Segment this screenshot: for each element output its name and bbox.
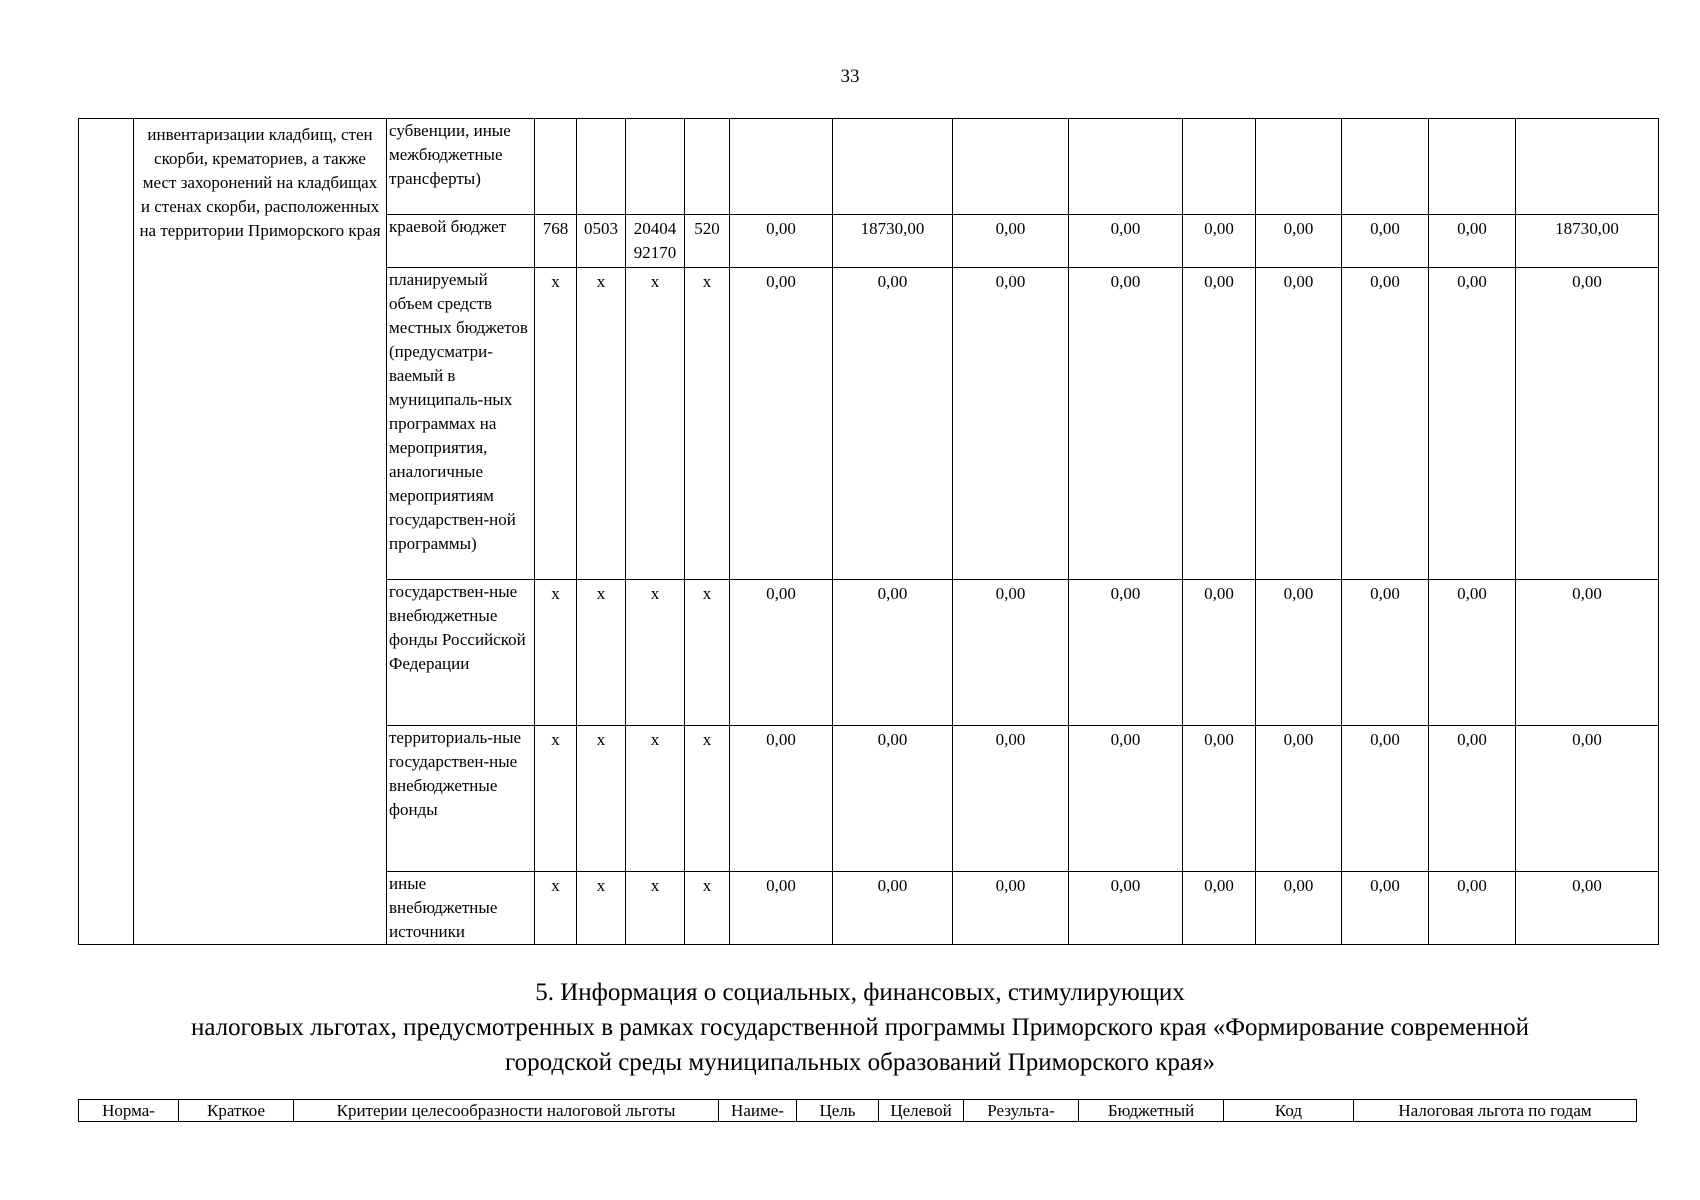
amount-cell	[730, 119, 833, 215]
table-row	[79, 119, 1659, 215]
budget-code-cell: 768	[535, 215, 577, 268]
amount-cell: 0,00	[1342, 580, 1429, 726]
amount-cell: 0,00	[1429, 872, 1516, 945]
budget-code-cell: x	[577, 872, 626, 945]
activity-description-cell: инвентаризации кладбищ, стен скорби, крематориев, а также мест захоронений на кладбищах и стенах скорби, расположенных на территории Приморского края	[134, 119, 387, 945]
amount-cell: 0,00	[1516, 268, 1659, 580]
amount-cell: 0,00	[730, 268, 833, 580]
financing-table	[78, 118, 1659, 945]
funding-source-cell: субвенции, иные межбюджетные трансферты)	[387, 119, 535, 215]
budget-code-cell: x	[685, 580, 730, 726]
amount-cell: 0,00	[1342, 268, 1429, 580]
budget-code-cell: x	[577, 580, 626, 726]
amount-cell: 0,00	[953, 215, 1069, 268]
budget-code-cell: 520	[685, 215, 730, 268]
amount-cell: 0,00	[1183, 215, 1256, 268]
page-number: 33	[840, 66, 860, 87]
amount-cell: 0,00	[1069, 872, 1183, 945]
row-number-cell	[79, 119, 134, 945]
section-title	[60, 975, 1660, 1080]
budget-code-cell: x	[535, 726, 577, 872]
budget-code-cell: x	[626, 580, 685, 726]
amount-cell: 0,00	[833, 726, 953, 872]
amount-cell	[1069, 119, 1183, 215]
tax-benefit-header-cell: Цель	[797, 1100, 879, 1122]
budget-code-cell: x	[626, 872, 685, 945]
budget-code-cell: x	[626, 726, 685, 872]
amount-cell: 0,00	[833, 872, 953, 945]
amount-cell: 0,00	[1342, 726, 1429, 872]
budget-code-cell: x	[535, 872, 577, 945]
amount-cell: 0,00	[953, 580, 1069, 726]
tax-benefit-header-cell: Наиме-	[719, 1100, 797, 1122]
section-title-line3: городской среды муниципальных образований Приморского края»	[504, 1049, 1216, 1076]
budget-code-cell: 0503	[577, 215, 626, 268]
amount-cell: 0,00	[1069, 580, 1183, 726]
amount-cell	[1256, 119, 1342, 215]
amount-cell: 0,00	[730, 726, 833, 872]
amount-cell: 0,00	[1429, 215, 1516, 268]
funding-source-cell: территориаль-ные государствен-ные внебюджетные фонды	[387, 726, 535, 872]
amount-cell: 0,00	[833, 580, 953, 726]
amount-cell: 0,00	[1183, 872, 1256, 945]
amount-cell: 0,00	[1256, 215, 1342, 268]
budget-code-cell: x	[577, 268, 626, 580]
section-title-line1: 5. Информация о социальных, финансовых, стимулирующих	[535, 979, 1185, 1006]
budget-code-cell: x	[626, 268, 685, 580]
funding-source-cell: планируемый объем средств местных бюджетов (предусматри-ваемый в муниципаль-ных программах на мероприятия, аналогичные мероприятиям государствен-ной программы)	[387, 268, 535, 580]
amount-cell: 0,00	[1256, 580, 1342, 726]
tax-benefit-header-cell: Код	[1224, 1100, 1354, 1122]
amount-cell: 0,00	[1069, 726, 1183, 872]
tax-benefit-header-cell: Целевой	[879, 1100, 964, 1122]
amount-cell: 0,00	[1069, 215, 1183, 268]
amount-cell	[833, 119, 953, 215]
amount-cell: 0,00	[1183, 268, 1256, 580]
amount-cell: 18730,00	[833, 215, 953, 268]
amount-cell: 18730,00	[1516, 215, 1659, 268]
amount-cell: 0,00	[953, 268, 1069, 580]
amount-cell: 0,00	[1429, 726, 1516, 872]
budget-code-cell	[535, 119, 577, 215]
tax-benefit-header-cell: Краткое	[179, 1100, 294, 1122]
funding-source-cell: краевой бюджет	[387, 215, 535, 268]
amount-cell: 0,00	[1256, 268, 1342, 580]
tax-benefit-header-cell: Критерии целесообразности налоговой льготы	[294, 1100, 719, 1122]
amount-cell: 0,00	[1069, 268, 1183, 580]
amount-cell: 0,00	[1256, 872, 1342, 945]
funding-source-cell: государствен-ные внебюджетные фонды Российской Федерации	[387, 580, 535, 726]
amount-cell: 0,00	[1516, 580, 1659, 726]
budget-code-cell: x	[535, 268, 577, 580]
budget-code-cell	[577, 119, 626, 215]
amount-cell	[1429, 119, 1516, 215]
amount-cell: 0,00	[1516, 872, 1659, 945]
amount-cell: 0,00	[730, 215, 833, 268]
amount-cell	[953, 119, 1069, 215]
tax-benefit-header-cell: Результа-	[964, 1100, 1079, 1122]
amount-cell: 0,00	[730, 872, 833, 945]
budget-code-cell: x	[685, 268, 730, 580]
funding-source-cell: иные внебюджетные источники	[387, 872, 535, 945]
budget-code-cell: 20404 92170	[626, 215, 685, 268]
budget-code-cell: x	[685, 872, 730, 945]
tax-benefit-header-cell: Бюджетный	[1079, 1100, 1224, 1122]
amount-cell: 0,00	[1429, 268, 1516, 580]
budget-code-cell	[626, 119, 685, 215]
amount-cell: 0,00	[1342, 215, 1429, 268]
tax-benefit-header-row	[79, 1100, 1637, 1122]
section-title-line2: налоговых льготах, предусмотренных в рамках государственной программы Приморского края «Формирование современной	[190, 1014, 1530, 1041]
tax-benefit-header-cell: Норма-	[79, 1100, 179, 1122]
tax-benefit-table	[78, 1099, 1637, 1122]
budget-code-cell: x	[535, 580, 577, 726]
amount-cell	[1183, 119, 1256, 215]
amount-cell: 0,00	[953, 726, 1069, 872]
budget-code-cell: x	[685, 726, 730, 872]
amount-cell: 0,00	[1516, 726, 1659, 872]
amount-cell: 0,00	[833, 268, 953, 580]
amount-cell: 0,00	[1256, 726, 1342, 872]
budget-code-cell: x	[577, 726, 626, 872]
amount-cell	[1342, 119, 1429, 215]
budget-code-cell	[685, 119, 730, 215]
amount-cell: 0,00	[1342, 872, 1429, 945]
amount-cell: 0,00	[953, 872, 1069, 945]
tax-benefit-header-cell: Налоговая льгота по годам	[1354, 1100, 1637, 1122]
amount-cell: 0,00	[1183, 580, 1256, 726]
amount-cell: 0,00	[730, 580, 833, 726]
amount-cell	[1516, 119, 1659, 215]
amount-cell: 0,00	[1183, 726, 1256, 872]
amount-cell: 0,00	[1429, 580, 1516, 726]
